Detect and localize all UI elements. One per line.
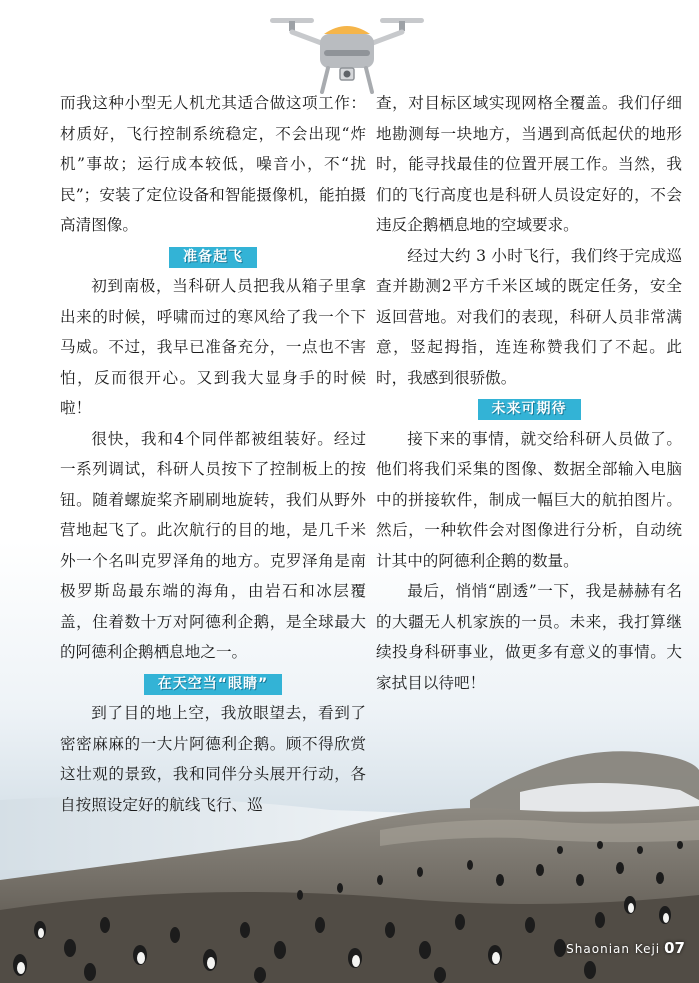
right-column bbox=[376, 88, 682, 698]
left-column bbox=[60, 88, 366, 820]
section-heading bbox=[60, 241, 366, 272]
paragraph: 最后，悄悄“剧透”一下，我是赫赫有名的大疆无人机家族的一员。未来，我打算继续投身科研事业，做更多有意义的事情。大家拭目以待吧！ bbox=[376, 582, 682, 692]
paragraph: 很快，我和4个同伴都被组装好。经过一系列调试，科研人员按下了控制板上的按钮。随着螺旋桨齐刷刷地旋转，我们从野外营地起飞了。此次航行的目的地，是几千米外一个名叫克罗泽角的地方。克罗泽角是南极罗斯岛最东端的海角，由岩石和冰层覆盖，住着数十万对阿德利企鹅，是全球最大的阿德利企鹅栖息地之一。 bbox=[60, 429, 366, 661]
paragraph: 接下来的事情，就交给科研人员做了。他们将我们采集的图像、数据全部输入电脑中的拼接软件，制成一幅巨大的航拍图片。然后，一种软件会对图像进行分析，自动统计其中的阿德利企鹅的数量。 bbox=[376, 429, 682, 570]
paragraph: 初到南极，当科研人员把我从箱子里拿出来的时候，呼啸而过的寒风给了我一个下马威。不过，我早已准备充分，一点也不害怕，反而很开心。又到我大显身手的时候啦！ bbox=[60, 277, 366, 417]
section-heading bbox=[376, 393, 682, 424]
section-heading-label: 未来可期待 bbox=[478, 399, 581, 420]
paragraph: 查，对目标区域实现网格全覆盖。我们仔细地勘测每一块地方，当遇到高低起伏的地形时，能寻找最佳的位置开展工作。当然，我们的飞行高度也是科研人员设定好的，不会违反企鹅栖息地的空域要求。 bbox=[376, 94, 682, 234]
section-heading bbox=[60, 668, 366, 699]
magazine-name: Shaonian Keji bbox=[566, 942, 661, 956]
paragraph: 而我这种小型无人机尤其适合做这项工作：材质好，飞行控制系统稳定，不会出现“炸机”事故；运行成本较低，噪音小，不“扰民”；安装了定位设备和智能摄像机，能拍摄高清图像。 bbox=[60, 94, 366, 234]
section-heading-label: 在天空当“眼睛” bbox=[144, 674, 282, 695]
paragraph: 到了目的地上空，我放眼望去，看到了密密麻麻的一大片阿德利企鹅。顾不得欣赏这壮观的景致，我和同伴分头展开行动，各自按照设定好的航线飞行、巡 bbox=[60, 704, 366, 814]
paragraph: 经过大约 3 小时飞行，我们终于完成巡查并勘测2平方千米区域的既定任务，安全返回营地。对我们的表现，科研人员非常满意，竖起拇指，连连称赞我们了不起。此时，我感到很骄傲。 bbox=[376, 246, 682, 387]
drone-illustration bbox=[262, 12, 432, 97]
section-heading-label: 准备起飞 bbox=[169, 247, 257, 268]
page-number: 07 bbox=[664, 939, 685, 957]
page-footer bbox=[566, 938, 685, 957]
